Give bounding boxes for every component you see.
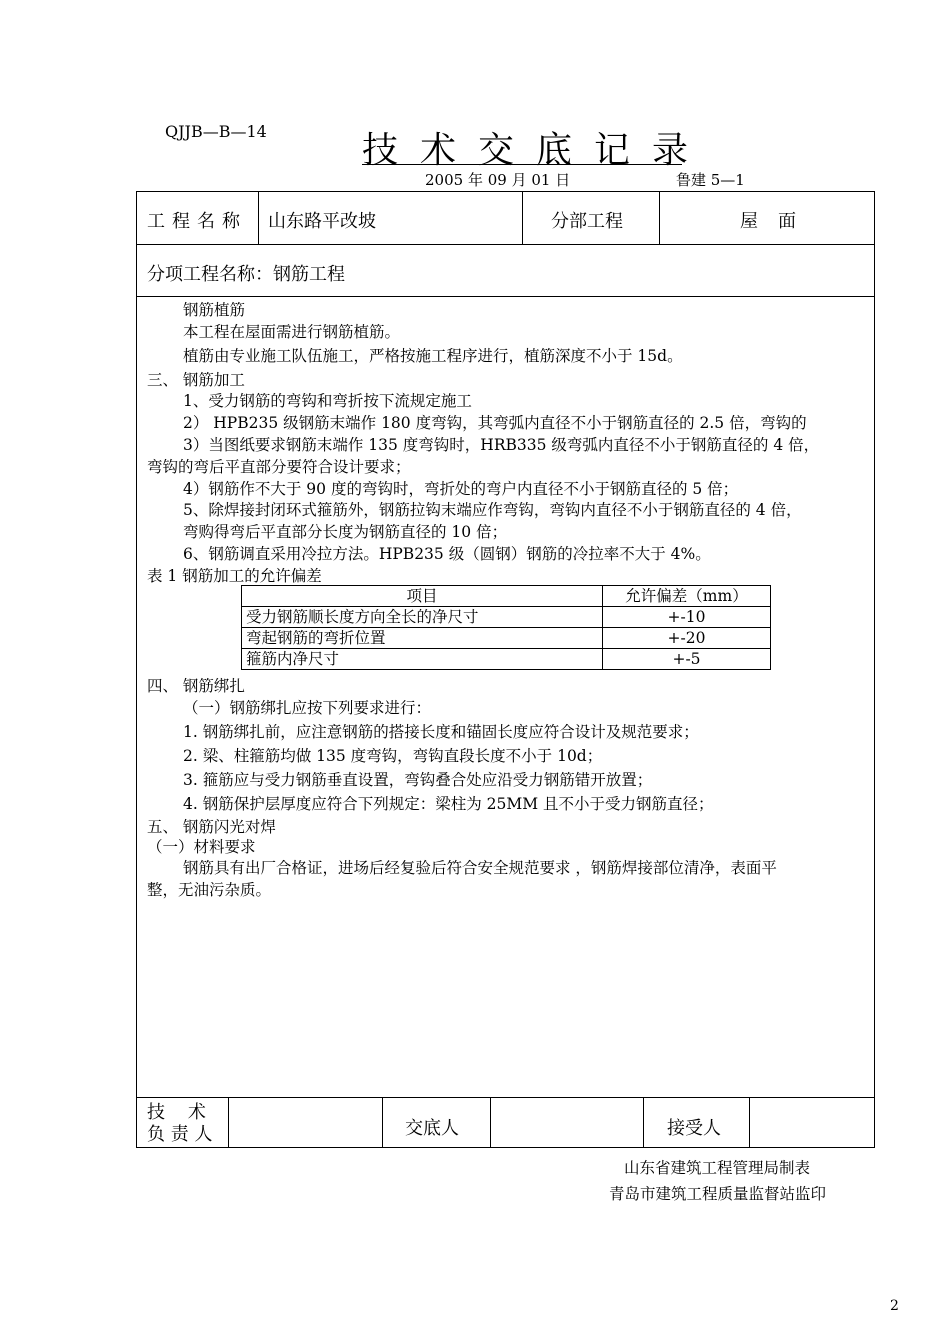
column-divider <box>228 1097 229 1148</box>
receiver-label: 接受人 <box>667 1118 721 1139</box>
section-heading: 五、 钢筋闪光对焊 <box>147 818 276 836</box>
page-number: 2 <box>890 1298 899 1314</box>
table-row <box>242 628 771 649</box>
discloser-label: 交底人 <box>405 1118 459 1139</box>
table-cell: +-20 <box>603 628 771 649</box>
row-divider <box>136 244 875 245</box>
section-heading: 四、 钢筋绑扎 <box>147 677 245 695</box>
table-header-cell: 允许偏差（mm） <box>603 586 771 607</box>
text-line: 1、受力钢筋的弯钩和弯折按下流规定施工 <box>183 392 472 410</box>
text-line: 4）钢筋作不大于 90 度的弯钩时，弯折处的弯户内直径不小于钢筋直径的 5 倍； <box>183 480 739 498</box>
tech-lead-label-line: 技 术 <box>147 1102 206 1123</box>
text-line: 1. 钢筋绑扎前，应注意钢筋的搭接长度和锚固长度应符合设计及规范要求； <box>183 723 699 741</box>
text-line: 弯购得弯后平直部分长度为钢筋直径的 10 倍； <box>183 523 508 541</box>
column-divider <box>258 191 259 244</box>
text-line: 6、钢筋调直采用冷拉方法。HPB235 级（圆钢）钢筋的冷拉率不大于 4%。 <box>183 545 711 563</box>
text-line: （一）钢筋绑扎应按下列要求进行： <box>183 699 432 717</box>
section-heading: 三、 钢筋加工 <box>147 371 245 389</box>
column-divider <box>643 1097 644 1148</box>
table-cell: +-5 <box>603 649 771 670</box>
table-row <box>242 649 771 670</box>
row-divider <box>136 1097 875 1098</box>
tolerance-table <box>241 585 771 670</box>
column-divider <box>749 1097 750 1148</box>
text-line: 4. 钢筋保护层厚度应符合下列规定：梁柱为 25MM 且不小于受力钢筋直径； <box>183 795 714 813</box>
column-divider <box>659 191 660 244</box>
text-line: 2. 梁、柱箍筋均做 135 度弯钩，弯钩直段长度不小于 10d； <box>183 747 603 765</box>
text-line: 本工程在屋面需进行钢筋植筋。 <box>183 323 401 341</box>
text-line: 植筋由专业施工队伍施工，严格按施工程序进行，植筋深度不小于 15d。 <box>183 347 683 365</box>
printer-note: 青岛市建筑工程质量监督站监印 <box>609 1185 827 1203</box>
column-divider <box>382 1097 383 1148</box>
record-number: 鲁建 5—1 <box>676 171 745 189</box>
table-caption: 表 1 钢筋加工的允许偏差 <box>147 567 322 585</box>
table-row <box>242 607 771 628</box>
column-divider <box>522 191 523 244</box>
row-divider <box>136 296 875 297</box>
text-line: 钢筋具有出厂合格证，进场后经复验后符合安全规范要求 ，钢筋焊接部位清净，表面平 <box>183 859 777 877</box>
division-value: 屋面 <box>740 211 816 232</box>
form-code: QJJB—B—14 <box>165 122 267 141</box>
table-header-row <box>242 586 771 607</box>
text-line: 弯钩的弯后平直部分要符合设计要求； <box>147 458 411 476</box>
text-line: 2） HPB235 级钢筋末端作 180 度弯钩，其弯弧内直径不小于钢筋直径的 2.5 倍，弯钩的 <box>183 414 807 432</box>
tech-lead-label <box>147 1102 212 1146</box>
division-label: 分部工程 <box>551 211 623 232</box>
column-divider <box>490 1097 491 1148</box>
text-line: 钢筋植筋 <box>183 301 246 319</box>
table-cell: 受力钢筋顺长度方向全长的净尺寸 <box>242 607 603 628</box>
table-header-cell: 项目 <box>242 586 603 607</box>
table-cell: +-10 <box>603 607 771 628</box>
issuer-note: 山东省建筑工程管理局制表 <box>624 1159 811 1177</box>
tech-lead-label-line: 负 责 人 <box>147 1124 213 1145</box>
text-line: （一）材料要求 <box>147 838 256 856</box>
text-line: 整，无油污杂质。 <box>147 881 272 899</box>
project-name-value: 山东路平改坡 <box>268 211 376 232</box>
record-date: 2005 年 09 月 01 日 <box>425 171 571 189</box>
page-title: 技术交底记录 <box>362 130 711 171</box>
table-cell: 弯起钢筋的弯折位置 <box>242 628 603 649</box>
text-line: 3）当图纸要求钢筋末端作 135 度弯钩时，HRB335 级弯弧内直径不小于钢筋直径的 4 倍， <box>183 436 820 454</box>
table-cell: 箍筋内净尺寸 <box>242 649 603 670</box>
title-underline <box>362 164 682 165</box>
subitem-name: 分项工程名称：钢筋工程 <box>147 264 345 285</box>
project-name-label: 工程名称 <box>147 211 247 232</box>
text-line: 3. 箍筋应与受力钢筋垂直设置，弯钩叠合处应沿受力钢筋错开放置； <box>183 771 653 789</box>
text-line: 5、除焊接封闭环式箍筋外，钢筋拉钩末端应作弯钩，弯钩内直径不小于钢筋直径的 4 倍， <box>183 501 802 519</box>
